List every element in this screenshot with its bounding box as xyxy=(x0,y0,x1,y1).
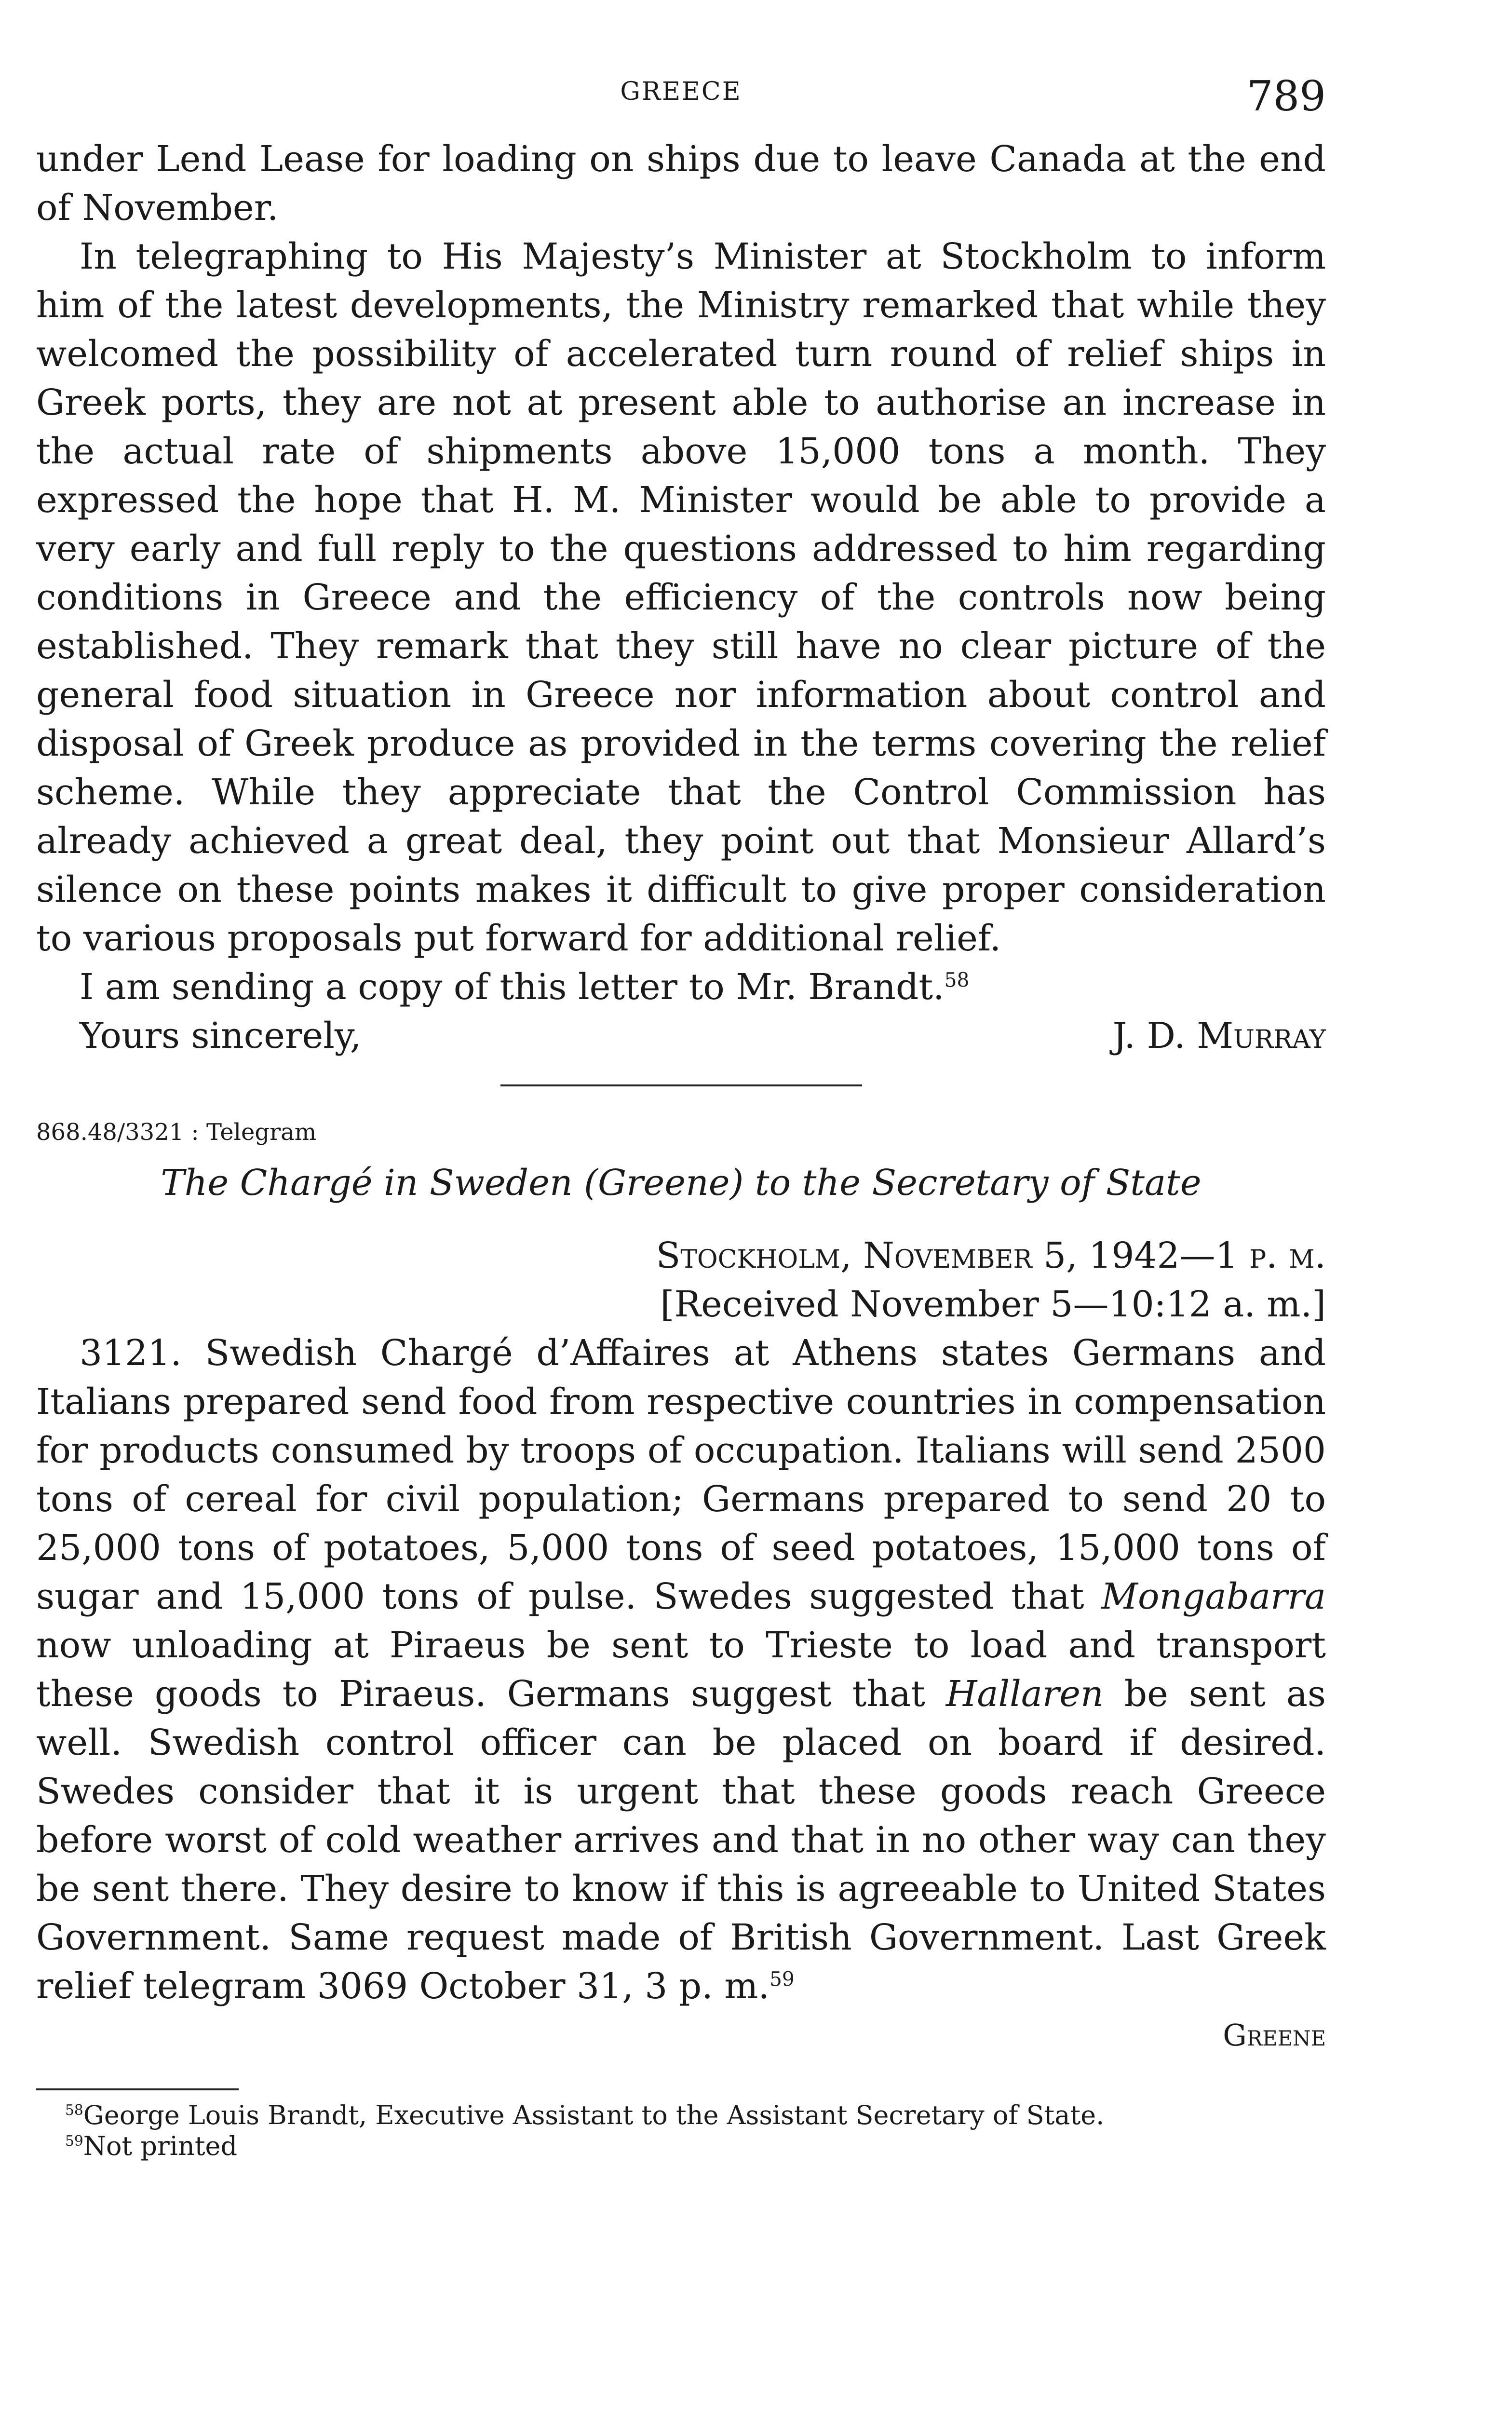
telegram-signature: Greene xyxy=(1223,2018,1326,2053)
telegram-text-c: be sent as well. Swedish control officer can be placed on board if desired. Swedes consider that it is urgent that these goods reach Greece before worst of cold weather arrives and that in no other way can they be sent there. They desire to know if this is agreeable to United States Government. Same request made of British Government. Last Greek relief telegram 3069 October 31, 3 p. m. xyxy=(36,1673,1326,2007)
ship-name-1: Mongabarra xyxy=(1101,1576,1326,1617)
footnote-ref-59: 59 xyxy=(769,1967,795,1991)
received-line: [Received November 5—10:12 a. m.] xyxy=(660,1284,1326,1325)
section-divider xyxy=(500,1084,862,1086)
document-title: The Chargé in Sweden (Greene) to the Secretary of State xyxy=(161,1162,1202,1204)
file-reference: 868.48/3321 : Telegram xyxy=(36,1119,317,1146)
letter-paragraph-3 xyxy=(36,963,1326,1012)
footnote-58-number: 58 xyxy=(65,2102,83,2119)
telegram-text-b: now unloading at Piraeus be sent to Trieste to load and transport these goods to Piraeus. Germans suggest that xyxy=(36,1625,1326,1715)
letter-body xyxy=(36,135,1326,1012)
telegram-body xyxy=(36,1329,1326,2011)
telegram-text-a: 3121. Swedish Chargé d’Affaires at Athens states Germans and Italians prepared send food from respective countries in compensation for products consumed by troops of occupation. Italians will send 2500 tons of cereal for civil population; Germans prepared to send 20 to 25,000 tons of potatoes, 5,000 tons of seed potatoes, 15,000 tons of sugar and 15,000 tons of pulse. Swedes suggested that xyxy=(36,1332,1326,1617)
letter-paragraph-3-text: I am sending a copy of this letter to Mr. Brandt. xyxy=(80,966,945,1008)
running-head: GREECE xyxy=(620,77,742,106)
footnote-58 xyxy=(36,2100,1326,2131)
page-number: 789 xyxy=(1246,72,1326,121)
dateline-text: Stockholm, November 5, 1942—1 p. m. xyxy=(656,1235,1326,1276)
footnote-ref-58: 58 xyxy=(944,968,970,992)
page-header xyxy=(36,72,1326,135)
letter-paragraph-1: under Lend Lease for loading on ships due to leave Canada at the end of November. xyxy=(36,138,1326,229)
letter-paragraph-2: In telegraphing to His Majesty’s Minister at Stockholm to inform him of the latest developments, the Ministry remarked that while they welcomed the possibility of accelerated turn round of relief ships in Greek ports, they are not at present able to authorise an increase in the actual rate of shipments above 15,000 tons a month. They expressed the hope that H. M. Minister would be able to provide a very early and full reply to the questions addressed to him regarding conditions in Greece and the efficiency of the controls now being established. They remark that they still have no clear picture of the general food situation in Greece nor information about control and disposal of Greek produce as provided in the terms covering the relief scheme. While they appreciate that the Control Commission has already achieved a great deal, they point out that Monsieur Allard’s silence on these points makes it difficult to give proper consideration to various proposals put forward for additional relief. xyxy=(36,236,1326,959)
footnote-59-text: Not printed xyxy=(83,2131,238,2161)
footnote-59 xyxy=(36,2131,1326,2162)
ship-name-2: Hallaren xyxy=(945,1673,1104,1715)
letter-closing xyxy=(36,1012,1326,1060)
footnote-58-text: George Louis Brandt, Executive Assistant to the Assistant Secretary of State. xyxy=(83,2100,1105,2130)
footnote-59-number: 59 xyxy=(65,2133,83,2150)
complimentary-close: Yours sincerely, xyxy=(80,1015,362,1057)
letter-signature: J. D. Murray xyxy=(1112,1015,1326,1057)
footnotes xyxy=(36,2100,1326,2162)
telegram-paragraph xyxy=(36,1329,1326,2011)
dateline xyxy=(36,1232,1326,1280)
footnote-rule xyxy=(36,2088,239,2090)
document-page xyxy=(36,72,1326,2162)
